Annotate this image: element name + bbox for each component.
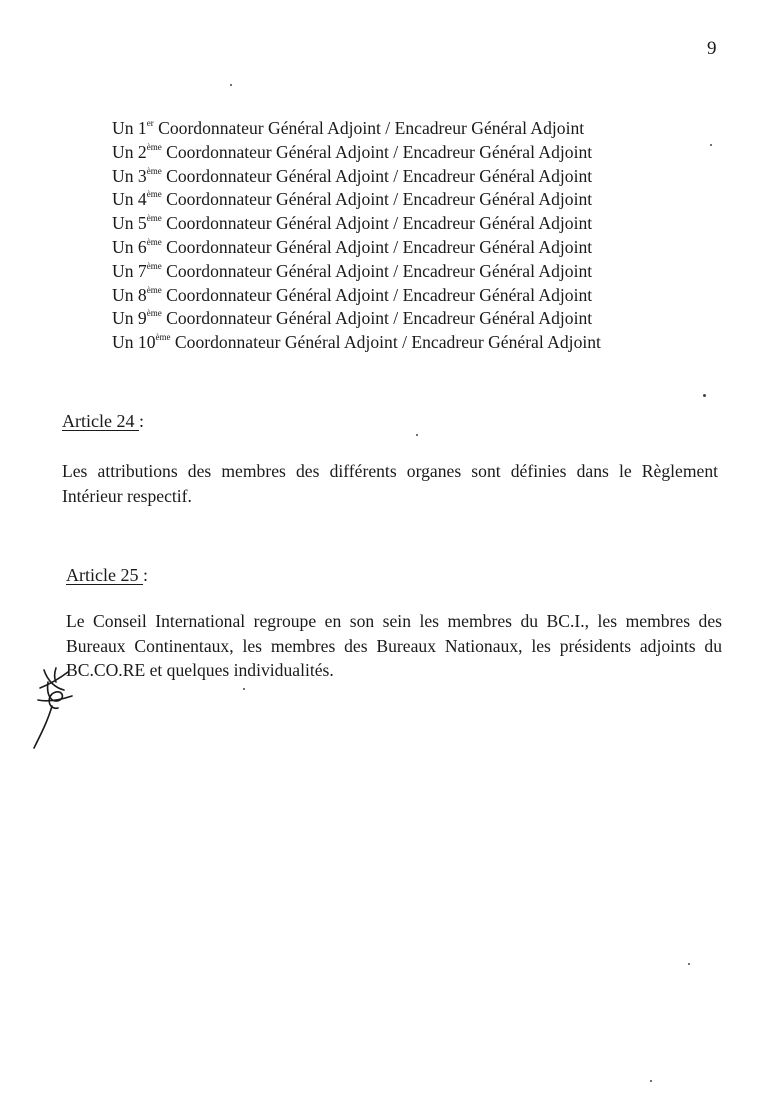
officer-prefix: Un 4	[112, 189, 147, 210]
scan-speck	[703, 394, 706, 397]
article-heading-colon: :	[138, 411, 144, 431]
officer-title: Coordonnateur Général Adjoint / Encadreur Général Adjoint	[166, 213, 593, 234]
scan-speck	[243, 688, 245, 690]
article-25-text: Le Conseil International regroupe en son sein les membres du BC.I., les membres des Bureaux Continentaux, les membres des Bureaux Nationaux, les présidents adjoints du BC.CO.RE et quelques individualités.	[66, 611, 722, 680]
scan-speck	[688, 963, 690, 965]
article-heading-text: Article 24	[62, 411, 135, 431]
scan-speck	[416, 434, 418, 436]
officer-line	[112, 260, 601, 284]
officer-ordinal: ème	[146, 236, 162, 247]
officer-prefix: Un 3	[112, 165, 147, 186]
officer-title: Coordonnateur Général Adjoint / Encadreur Général Adjoint	[166, 165, 593, 186]
scan-speck	[230, 84, 232, 86]
article-24-text: Les attributions des membres des différents organes sont définies dans le Règlement Intérieur respectif.	[62, 461, 718, 506]
officer-title: Coordonnateur Général Adjoint / Encadreur Général Adjoint	[166, 308, 593, 329]
officer-line	[112, 236, 601, 260]
article-heading-colon: :	[142, 565, 148, 585]
officer-title: Coordonnateur Général Adjoint / Encadreur Général Adjoint	[166, 141, 593, 162]
article-25-heading	[66, 565, 148, 586]
officer-ordinal: ème	[146, 165, 162, 176]
handwritten-initials	[30, 660, 80, 752]
officer-prefix: Un 7	[112, 260, 147, 281]
officer-prefix: Un 2	[112, 141, 147, 162]
officer-line	[112, 165, 601, 189]
officer-ordinal: er	[146, 118, 154, 128]
officer-title: Coordonnateur Général Adjoint / Encadreur Général Adjoint	[158, 118, 585, 138]
officer-ordinal: ème	[146, 284, 162, 295]
officer-title: Coordonnateur Général Adjoint / Encadreur Général Adjoint	[166, 236, 593, 257]
officer-ordinal: ème	[155, 332, 171, 343]
officer-ordinal: ème	[146, 213, 162, 224]
officer-prefix: Un 9	[112, 308, 147, 329]
officer-title: Coordonnateur Général Adjoint / Encadreur Général Adjoint	[174, 332, 601, 353]
page-number: 9	[707, 38, 717, 59]
officer-prefix: Un 6	[112, 236, 147, 257]
article-24-heading	[62, 411, 144, 432]
officer-list	[112, 117, 601, 355]
officer-line	[112, 188, 601, 212]
officer-line	[112, 284, 601, 308]
article-heading-text: Article 25	[66, 565, 139, 585]
officer-ordinal: ème	[146, 189, 162, 200]
officer-ordinal: ème	[146, 260, 162, 271]
officer-prefix: Un 10	[112, 332, 156, 353]
officer-prefix: Un 5	[112, 213, 147, 234]
officer-ordinal: ème	[146, 141, 162, 152]
officer-title: Coordonnateur Général Adjoint / Encadreur Général Adjoint	[166, 189, 593, 210]
officer-line	[112, 212, 601, 236]
scan-speck	[650, 1080, 652, 1082]
officer-ordinal: ème	[146, 308, 162, 319]
officer-line	[112, 307, 601, 331]
officer-line	[112, 141, 601, 165]
officer-title: Coordonnateur Général Adjoint / Encadreur Général Adjoint	[166, 260, 593, 281]
officer-prefix: Un 8	[112, 284, 147, 305]
officer-prefix: Un 1	[112, 118, 147, 138]
officer-title: Coordonnateur Général Adjoint / Encadreur Général Adjoint	[166, 284, 593, 305]
officer-line	[112, 117, 601, 141]
scan-speck	[710, 144, 712, 146]
officer-line	[112, 331, 601, 355]
